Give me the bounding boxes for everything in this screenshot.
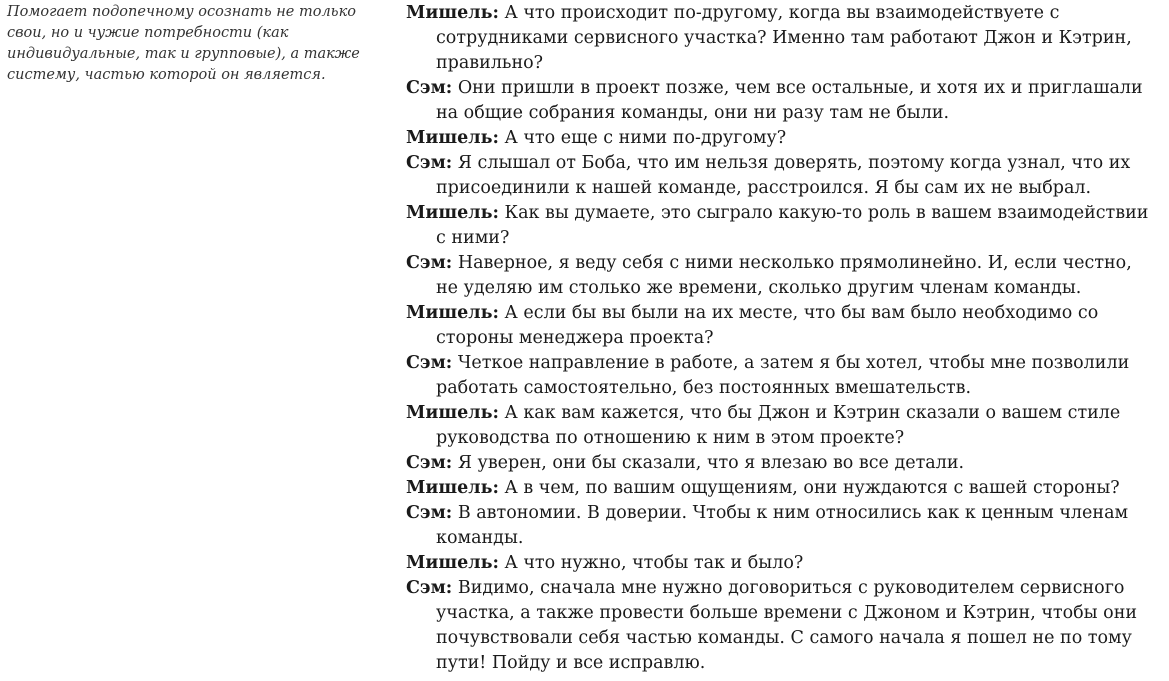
dialogue-turn (406, 576, 1158, 676)
speaker-label: Мишель: (406, 403, 499, 423)
speaker-label: Сэм: (406, 578, 453, 598)
dialogue-turn (406, 251, 1158, 301)
utterance: А что еще с ними по-другому? (504, 128, 787, 148)
utterance: Наверное, я веду себя с ними несколько прямолинейно. И, если честно, не уделяю им столько же времени, сколько другим членам команды. (436, 253, 1132, 298)
utterance: А как вам кажется, что бы Джон и Кэтрин сказали о вашем стиле руководства по отношению к ним в этом проекте? (436, 403, 1121, 448)
speaker-label: Сэм: (406, 78, 453, 98)
utterance: Как вы думаете, это сыграло какую-то роль в вашем взаимодействии с ними? (436, 203, 1149, 248)
dialogue (406, 1, 1158, 676)
speaker-label: Сэм: (406, 353, 453, 373)
utterance: А что нужно, чтобы так и было? (504, 553, 804, 573)
dialogue-turn (406, 301, 1158, 351)
utterance: В автономии. В доверии. Чтобы к ним относились как к ценным членам команды. (436, 503, 1129, 548)
utterance: Они пришли в проект позже, чем все остальные, и хотя их и приглашали на общие собрания команды, они ни разу там не были. (436, 78, 1143, 123)
speaker-label: Мишель: (406, 553, 499, 573)
utterance: Я уверен, они бы сказали, что я влезаю во все детали. (457, 453, 965, 473)
speaker-label: Мишель: (406, 3, 499, 23)
utterance: А что происходит по-другому, когда вы взаимодействуете с сотрудниками сервисного участка? Именно там работают Джон и Кэтрин, правильно? (436, 3, 1132, 73)
utterance: А если бы вы были на их месте, что бы вам было необходимо со стороны менеджера проекта? (436, 303, 1099, 348)
speaker-label: Сэм: (406, 253, 453, 273)
dialogue-turn (406, 551, 1158, 576)
speaker-label: Мишель: (406, 128, 499, 148)
dialogue-turn (406, 151, 1158, 201)
utterance: Четкое направление в работе, а затем я бы хотел, чтобы мне позволили работать самостоятельно, без постоянных вмешательств. (436, 353, 1130, 398)
dialogue-turn (406, 126, 1158, 151)
speaker-label: Мишель: (406, 478, 499, 498)
utterance: Я слышал от Боба, что им нельзя доверять, поэтому когда узнал, что их присоединили к нашей команде, расстроился. Я бы сам их не выбрал. (436, 153, 1131, 198)
utterance: Видимо, сначала мне нужно договориться с руководителем сервисного участка, а также провести больше времени с Джоном и Кэтрин, чтобы они почувствовали себя частью команды. С самого начала я пошел не по тому пути! Пойду и все исправлю. (436, 578, 1138, 673)
dialogue-turn (406, 76, 1158, 126)
dialogue-turn (406, 476, 1158, 501)
dialogue-turn (406, 1, 1158, 76)
speaker-label: Сэм: (406, 153, 453, 173)
speaker-label: Сэм: (406, 503, 453, 523)
dialogue-turn (406, 401, 1158, 451)
speaker-label: Мишель: (406, 203, 499, 223)
dialogue-turn (406, 501, 1158, 551)
margin-note: Помогает подопечному осознать не только свои, но и чужие потребности (как индивидуальные, так и групповые), а также систему, частью которой он является. (7, 4, 360, 83)
dialogue-turn (406, 351, 1158, 401)
speaker-label: Мишель: (406, 303, 499, 323)
dialogue-turn (406, 201, 1158, 251)
utterance: А в чем, по вашим ощущениям, они нуждаются с вашей стороны? (504, 478, 1120, 498)
dialogue-turn (406, 451, 1158, 476)
speaker-label: Сэм: (406, 453, 453, 473)
